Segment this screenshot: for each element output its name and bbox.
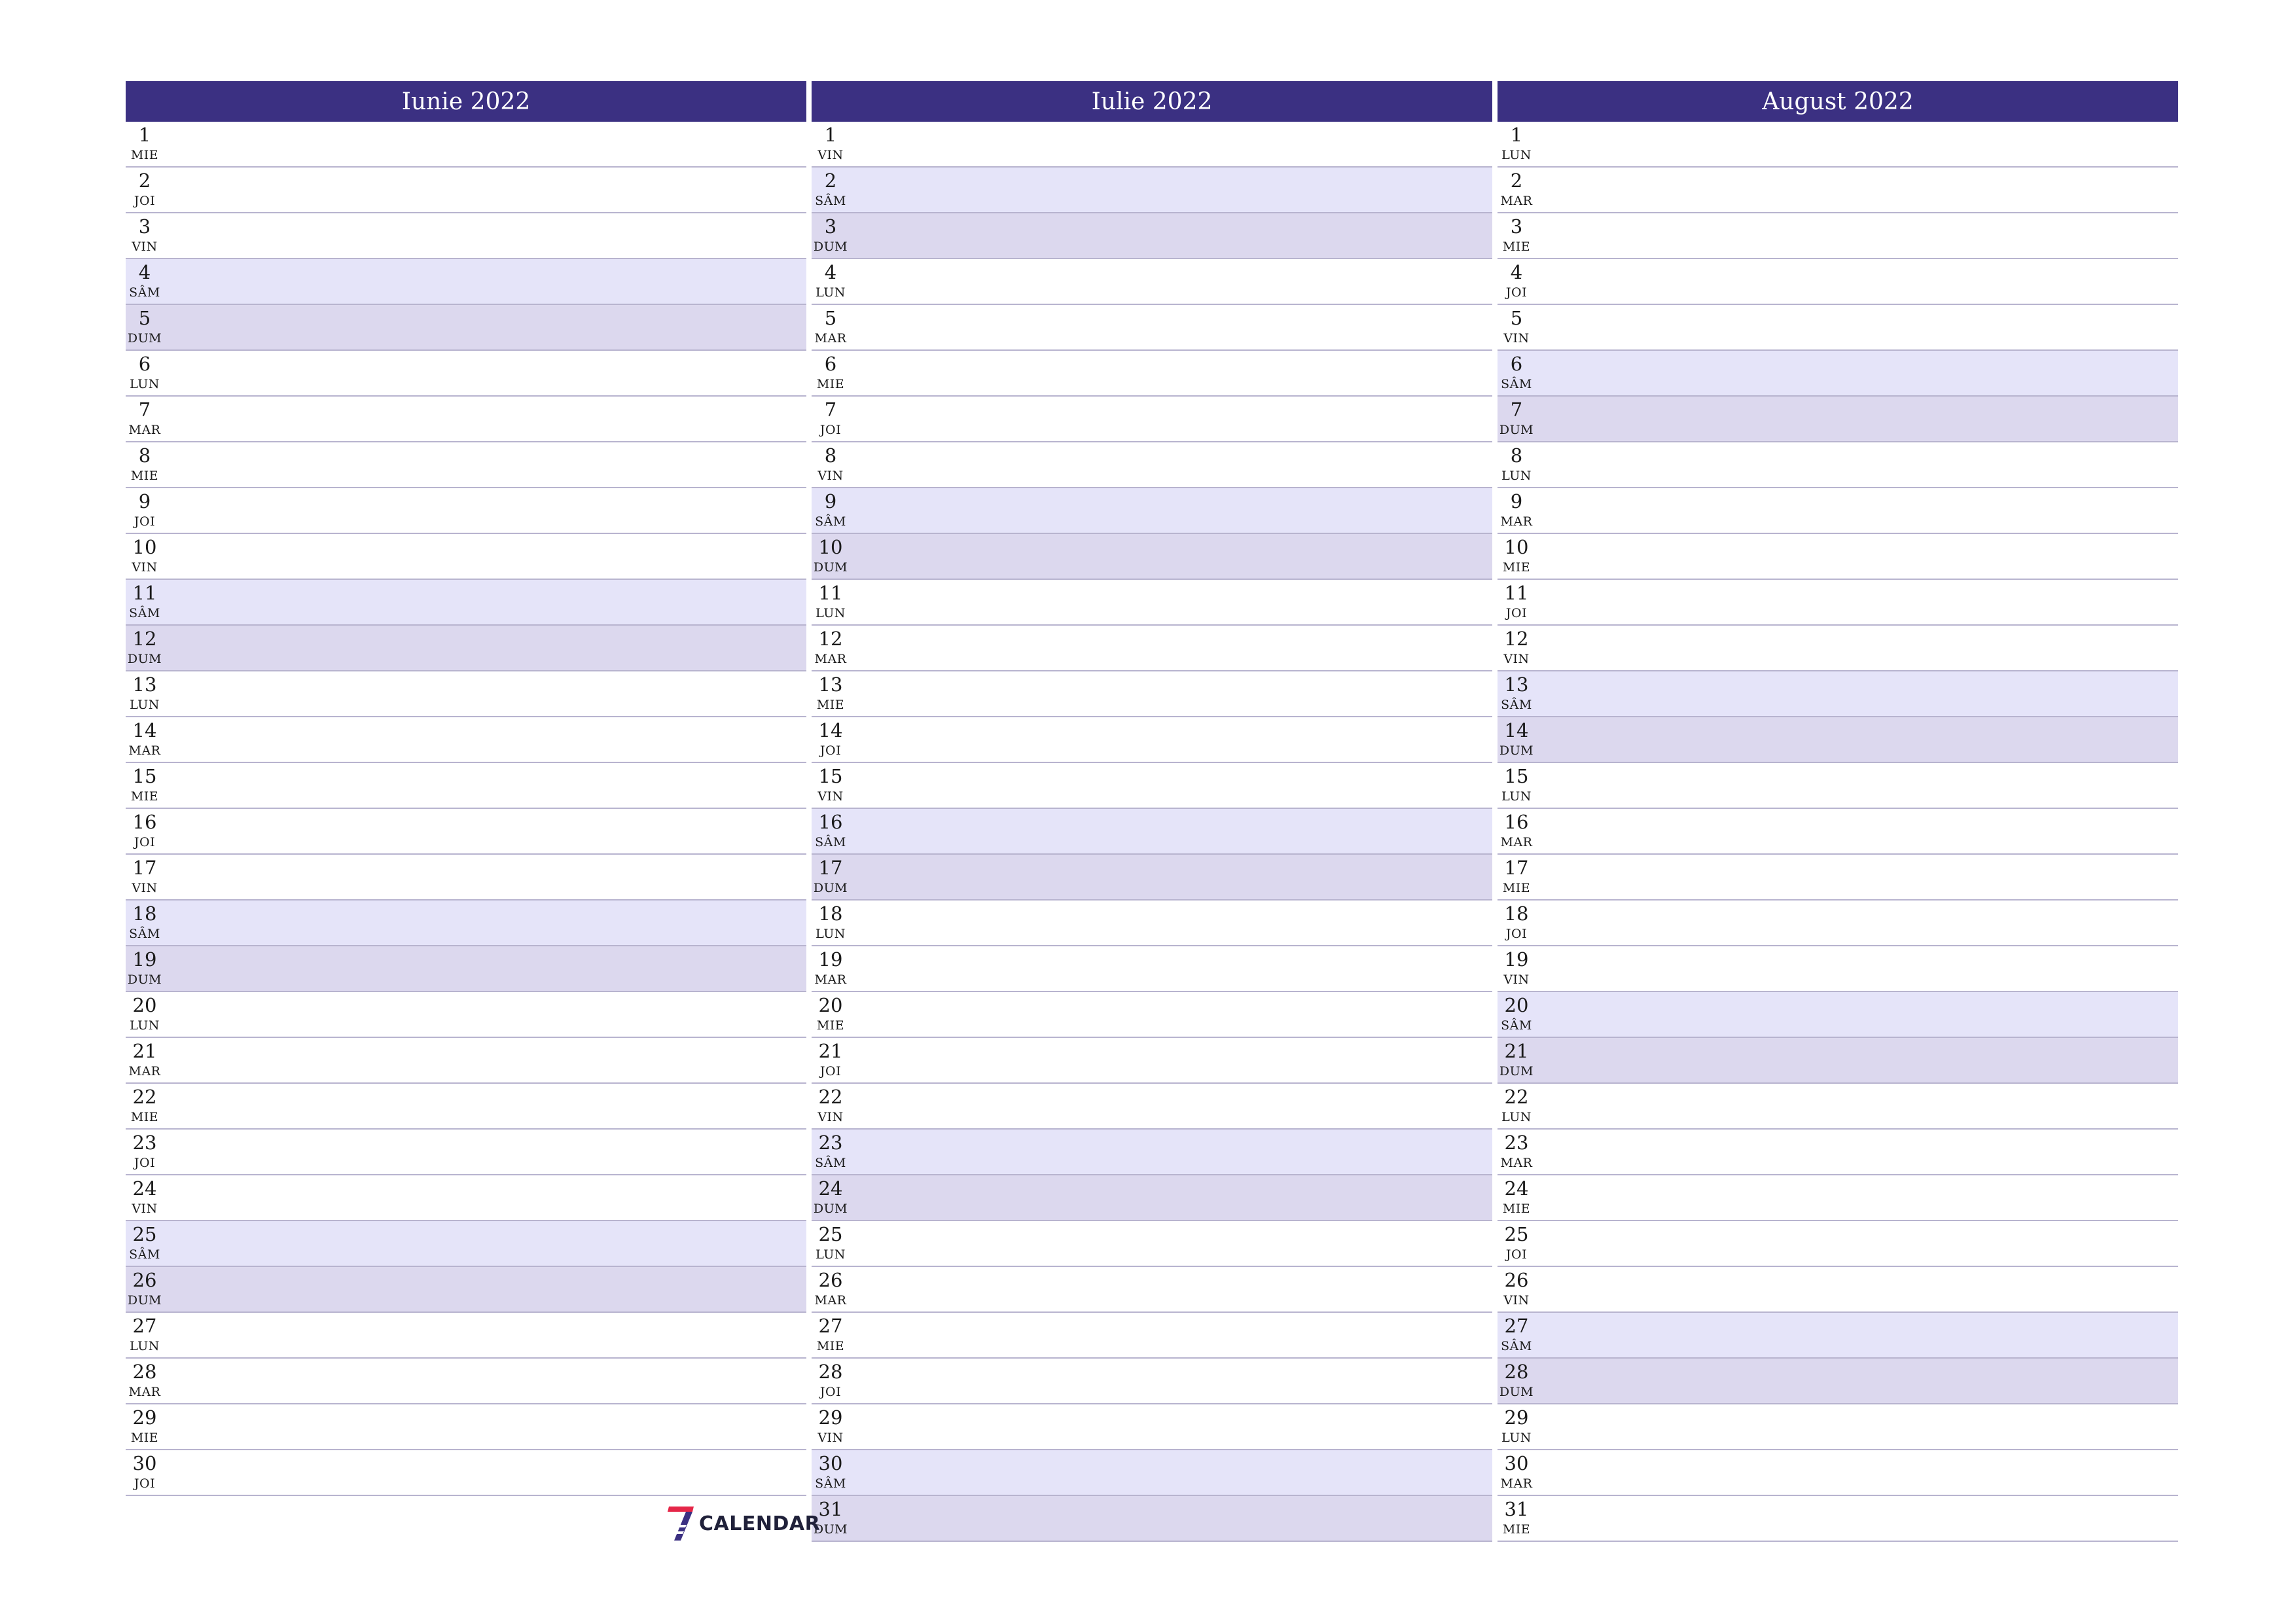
weekday-label: MAR [814,1293,847,1308]
weekday-label: LUN [816,927,846,941]
weekday-label: MAR [814,972,847,987]
weekday-label: MIE [1502,1202,1531,1216]
weekday-label: DUM [1499,1385,1534,1399]
weekday-label: SÂM [1501,1018,1532,1033]
day-number: 26 [132,1269,157,1291]
day-row[interactable] [812,1496,1492,1542]
day-number: 29 [818,1406,843,1429]
day-number: 10 [1504,536,1529,558]
weekday-label: LUN [1501,789,1532,804]
day-number: 20 [132,994,157,1016]
day-row[interactable] [1498,763,2178,809]
weekday-label: DUM [127,652,162,666]
day-number: 28 [1504,1361,1529,1383]
weekday-label: MAR [1500,835,1533,849]
day-number: 4 [824,261,837,283]
day-row[interactable] [812,1038,1492,1084]
seven-logo-icon [666,1505,695,1542]
weekday-label: VIN [132,240,158,254]
day-number: 20 [1504,994,1529,1016]
day-row[interactable] [812,1450,1492,1496]
day-row[interactable] [126,305,806,351]
weekday-label: DUM [1499,423,1534,437]
day-row[interactable] [812,168,1492,213]
day-row[interactable] [126,442,806,488]
weekday-label: MIE [816,1339,845,1353]
day-number: 28 [132,1361,157,1383]
weekday-label: JOI [1505,285,1528,300]
weekday-label: MIE [1502,240,1531,254]
day-number: 17 [1504,857,1529,879]
day-number: 5 [1510,307,1523,329]
day-number: 22 [1504,1086,1529,1108]
weekday-label: MIE [1502,560,1531,575]
weekday-label: LUN [130,1018,160,1033]
day-number: 15 [132,765,157,787]
weekday-label: MAR [128,423,161,437]
day-row[interactable] [1498,1404,2178,1450]
weekday-label: DUM [127,331,162,346]
day-number: 2 [138,169,151,192]
weekday-label: MAR [814,331,847,346]
day-number: 27 [1504,1315,1529,1337]
weekday-label: VIN [1503,972,1530,987]
weekday-label: SÂM [815,1156,846,1170]
brand-text: CALENDAR [699,1512,821,1535]
weekday-label: DUM [813,1522,848,1537]
day-row[interactable] [812,671,1492,717]
day-number: 20 [818,994,843,1016]
day-row[interactable] [1498,901,2178,946]
weekday-label: JOI [819,1064,842,1079]
day-number: 11 [1504,582,1529,604]
day-number: 21 [1504,1040,1529,1062]
day-number: 16 [132,811,157,833]
weekday-label: MIE [130,1110,159,1124]
weekday-label: VIN [1503,331,1530,346]
day-number: 12 [1504,628,1529,650]
day-number: 9 [138,490,151,512]
day-row[interactable] [1498,1175,2178,1221]
day-row[interactable] [812,1404,1492,1450]
day-row[interactable] [1498,1313,2178,1359]
day-number: 13 [1504,673,1529,696]
weekday-label: DUM [1499,1064,1534,1079]
weekday-label: MAR [1500,1476,1533,1491]
day-number: 12 [818,628,843,650]
weekday-label: VIN [817,469,844,483]
day-row[interactable] [1498,671,2178,717]
weekday-label: VIN [817,1431,844,1445]
weekday-label: SÂM [1501,377,1532,391]
day-number: 14 [132,719,157,741]
day-number: 10 [818,536,843,558]
day-row[interactable] [126,488,806,534]
day-row[interactable] [812,1267,1492,1313]
day-row[interactable] [1498,1084,2178,1130]
day-number: 30 [132,1452,157,1474]
weekday-label: MIE [816,377,845,391]
day-row[interactable] [126,901,806,946]
weekday-label: LUN [130,377,160,391]
day-row[interactable] [1498,946,2178,992]
day-number: 25 [132,1223,157,1245]
day-row[interactable] [1498,1496,2178,1542]
brand-logo [666,1505,820,1542]
day-number: 6 [138,353,151,375]
weekday-label: VIN [817,1110,844,1124]
weekday-label: MIE [1502,881,1531,895]
day-row[interactable] [812,351,1492,397]
day-number: 14 [1504,719,1529,741]
weekday-label: LUN [1501,1431,1532,1445]
weekday-label: VIN [817,148,844,162]
day-number: 6 [1510,353,1523,375]
day-number: 4 [138,261,151,283]
weekday-label: LUN [130,698,160,712]
day-number: 18 [1504,902,1529,925]
day-row[interactable] [126,855,806,901]
day-number: 24 [132,1177,157,1200]
day-row[interactable] [1498,717,2178,763]
day-number: 31 [1504,1498,1529,1520]
weekday-label: SÂM [815,1476,846,1491]
day-row[interactable] [126,671,806,717]
weekday-label: DUM [1499,743,1534,758]
day-row[interactable] [812,534,1492,580]
day-row[interactable] [812,397,1492,442]
day-row[interactable] [126,992,806,1038]
day-number: 5 [138,307,151,329]
day-number: 9 [824,490,837,512]
day-number: 19 [818,948,843,971]
day-number: 15 [1504,765,1529,787]
day-number: 26 [818,1269,843,1291]
day-row[interactable] [1498,488,2178,534]
day-row[interactable] [126,626,806,671]
day-row[interactable] [1498,1267,2178,1313]
day-number: 19 [1504,948,1529,971]
day-number: 6 [824,353,837,375]
weekday-label: SÂM [129,606,160,620]
day-row[interactable] [1498,534,2178,580]
day-row[interactable] [812,442,1492,488]
day-number: 22 [818,1086,843,1108]
day-row[interactable] [126,1130,806,1175]
day-number: 25 [818,1223,843,1245]
day-row[interactable] [1498,855,2178,901]
day-row[interactable] [126,1221,806,1267]
day-number: 18 [818,902,843,925]
day-row[interactable] [1498,1359,2178,1404]
day-number: 22 [132,1086,157,1108]
weekday-label: LUN [1501,469,1532,483]
day-number: 13 [132,673,157,696]
weekday-label: LUN [1501,148,1532,162]
day-row[interactable] [126,946,806,992]
weekday-label: JOI [1505,606,1528,620]
day-row[interactable] [1498,213,2178,259]
weekday-label: DUM [813,1202,848,1216]
day-number: 3 [138,215,151,238]
day-row[interactable] [126,1313,806,1359]
weekday-label: LUN [816,1247,846,1262]
day-number: 29 [1504,1406,1529,1429]
day-row[interactable] [126,1359,806,1404]
month-column [812,81,1492,1542]
day-number: 11 [132,582,157,604]
day-number: 19 [132,948,157,971]
day-row[interactable] [126,1175,806,1221]
weekday-label: JOI [134,1476,156,1491]
weekday-label: MAR [814,652,847,666]
day-row[interactable] [812,213,1492,259]
weekday-label: MIE [130,148,159,162]
weekday-label: MAR [1500,514,1533,529]
weekday-label: LUN [816,285,846,300]
day-row[interactable] [812,1221,1492,1267]
day-row[interactable] [1498,1130,2178,1175]
month-column [126,81,806,1496]
day-number: 24 [818,1177,843,1200]
month-title: Iulie 2022 [812,81,1492,122]
day-row[interactable] [812,946,1492,992]
weekday-label: VIN [132,1202,158,1216]
weekday-label: MIE [1502,1522,1531,1537]
day-row[interactable] [126,351,806,397]
weekday-label: MAR [128,1385,161,1399]
weekday-label: MIE [816,1018,845,1033]
day-number: 11 [818,582,843,604]
day-number: 12 [132,628,157,650]
weekday-label: MIE [130,1431,159,1445]
weekday-label: MIE [130,469,159,483]
day-number: 3 [1510,215,1523,238]
day-row[interactable] [812,809,1492,855]
weekday-label: MAR [1500,1156,1533,1170]
day-row[interactable] [812,488,1492,534]
day-row[interactable] [126,1267,806,1313]
day-row[interactable] [1498,305,2178,351]
day-number: 24 [1504,1177,1529,1200]
day-row[interactable] [126,168,806,213]
day-row[interactable] [812,855,1492,901]
day-number: 2 [1510,169,1523,192]
day-number: 21 [818,1040,843,1062]
weekday-label: JOI [1505,927,1528,941]
day-row[interactable] [1498,626,2178,671]
day-number: 27 [132,1315,157,1337]
weekday-label: SÂM [815,194,846,208]
weekday-label: JOI [819,423,842,437]
day-row[interactable] [126,580,806,626]
weekday-label: VIN [817,789,844,804]
day-number: 15 [818,765,843,787]
day-number: 7 [138,399,151,421]
day-row[interactable] [1498,809,2178,855]
day-row[interactable] [1498,397,2178,442]
day-row[interactable] [1498,442,2178,488]
day-row[interactable] [126,1038,806,1084]
day-number: 23 [818,1132,843,1154]
day-number: 9 [1510,490,1523,512]
day-number: 1 [1510,124,1523,146]
day-number: 26 [1504,1269,1529,1291]
day-number: 21 [132,1040,157,1062]
weekday-label: LUN [130,1339,160,1353]
day-number: 5 [824,307,837,329]
day-number: 1 [824,124,837,146]
weekday-label: MAR [128,743,161,758]
day-row[interactable] [126,397,806,442]
day-row[interactable] [126,534,806,580]
weekday-label: DUM [127,1293,162,1308]
day-row[interactable] [1498,580,2178,626]
weekday-label: LUN [816,606,846,620]
day-row[interactable] [1498,1038,2178,1084]
month-column [1498,81,2178,1542]
weekday-label: JOI [134,835,156,849]
month-title: Iunie 2022 [126,81,806,122]
weekday-label: DUM [813,240,848,254]
weekday-label: SÂM [129,927,160,941]
day-number: 1 [138,124,151,146]
day-row[interactable] [812,1175,1492,1221]
day-row[interactable] [1498,168,2178,213]
day-row[interactable] [812,1084,1492,1130]
day-row[interactable] [812,901,1492,946]
weekday-label: SÂM [129,285,160,300]
day-row[interactable] [812,626,1492,671]
day-row[interactable] [812,763,1492,809]
weekday-label: SÂM [1501,1339,1532,1353]
weekday-label: SÂM [815,835,846,849]
day-number: 8 [138,444,151,467]
day-number: 8 [824,444,837,467]
day-row[interactable] [126,717,806,763]
weekday-label: JOI [134,194,156,208]
weekday-label: SÂM [129,1247,160,1262]
weekday-label: DUM [127,972,162,987]
weekday-label: JOI [819,743,842,758]
day-row[interactable] [812,1313,1492,1359]
day-number: 2 [824,169,837,192]
day-number: 17 [132,857,157,879]
day-row[interactable] [812,1130,1492,1175]
month-title: August 2022 [1498,81,2178,122]
weekday-label: VIN [1503,1293,1530,1308]
weekday-label: MIE [130,789,159,804]
day-row[interactable] [812,1359,1492,1404]
day-row[interactable] [126,1404,806,1450]
day-number: 30 [818,1452,843,1474]
day-number: 29 [132,1406,157,1429]
day-row[interactable] [1498,1450,2178,1496]
day-row[interactable] [812,122,1492,168]
day-number: 7 [824,399,837,421]
weekday-label: LUN [1501,1110,1532,1124]
day-row[interactable] [126,122,806,168]
day-number: 3 [824,215,837,238]
weekday-label: JOI [819,1385,842,1399]
weekday-label: JOI [134,1156,156,1170]
day-row[interactable] [812,305,1492,351]
day-number: 17 [818,857,843,879]
day-row[interactable] [812,259,1492,305]
day-number: 14 [818,719,843,741]
day-number: 25 [1504,1223,1529,1245]
weekday-label: MIE [816,698,845,712]
day-row[interactable] [812,717,1492,763]
day-number: 30 [1504,1452,1529,1474]
day-number: 10 [132,536,157,558]
weekday-label: SÂM [1501,698,1532,712]
weekday-label: JOI [1505,1247,1528,1262]
day-row[interactable] [1498,992,2178,1038]
day-number: 4 [1510,261,1523,283]
day-number: 27 [818,1315,843,1337]
day-row[interactable] [1498,122,2178,168]
day-number: 8 [1510,444,1523,467]
weekday-label: DUM [813,881,848,895]
weekday-label: MAR [1500,194,1533,208]
day-row[interactable] [126,259,806,305]
day-row[interactable] [126,1450,806,1496]
day-row[interactable] [126,213,806,259]
day-number: 16 [1504,811,1529,833]
weekday-label: DUM [813,560,848,575]
weekday-label: MAR [128,1064,161,1079]
day-row[interactable] [126,763,806,809]
day-number: 18 [132,902,157,925]
weekday-label: JOI [134,514,156,529]
day-row[interactable] [1498,259,2178,305]
day-number: 23 [1504,1132,1529,1154]
day-row[interactable] [126,809,806,855]
day-row[interactable] [812,580,1492,626]
weekday-label: SÂM [815,514,846,529]
day-number: 28 [818,1361,843,1383]
day-row[interactable] [1498,351,2178,397]
day-row[interactable] [1498,1221,2178,1267]
day-row[interactable] [126,1084,806,1130]
weekday-label: VIN [132,881,158,895]
day-number: 23 [132,1132,157,1154]
weekday-label: VIN [132,560,158,575]
day-number: 7 [1510,399,1523,421]
weekday-label: VIN [1503,652,1530,666]
day-row[interactable] [812,992,1492,1038]
day-number: 16 [818,811,843,833]
day-number: 13 [818,673,843,696]
day-number: 31 [818,1498,843,1520]
